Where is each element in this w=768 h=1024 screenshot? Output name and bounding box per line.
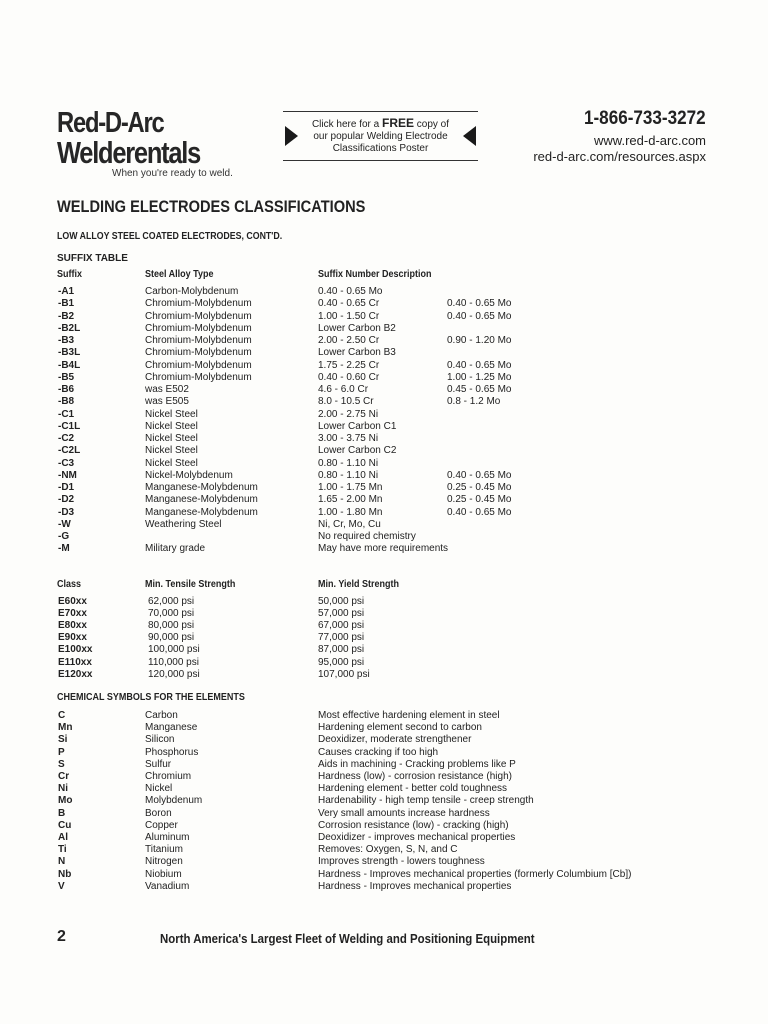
table-row — [0, 347, 768, 359]
brand-logo — [57, 108, 231, 168]
table-row — [0, 286, 768, 298]
suffix-description: Lower Carbon B2 — [318, 322, 396, 334]
suffix-description-header: Suffix Number Description — [318, 269, 432, 280]
alloy-type: Manganese-Molybdenum — [145, 506, 258, 518]
yield-strength: 77,000 psi — [318, 632, 365, 644]
poster-link-free: FREE — [381, 116, 414, 130]
suffix-table-label: SUFFIX TABLE — [57, 253, 128, 264]
table-row — [0, 808, 768, 820]
alloy-type: Military grade — [145, 543, 206, 555]
element-name: Niobium — [145, 868, 182, 880]
suffix-description: 0.40 - 0.60 Cr — [318, 371, 380, 383]
suffix-description: 0.80 - 1.10 Ni — [318, 469, 379, 481]
table-row — [0, 657, 768, 669]
suffix-description: May have more requirements — [318, 543, 449, 555]
element-name: Titanium — [145, 844, 183, 856]
suffix-code: -M — [58, 543, 70, 555]
suffix-description-extra: 1.00 - 1.25 Mo — [447, 371, 512, 383]
brand-name-line2: Welderentals — [57, 135, 201, 170]
element-name: Manganese — [145, 722, 198, 734]
table-row — [0, 507, 768, 519]
table-row — [0, 620, 768, 632]
element-symbol: Cr — [58, 771, 70, 782]
element-symbol: Ti — [58, 844, 67, 856]
element-name: Carbon — [145, 710, 178, 721]
tensile-header: Min. Tensile Strength — [145, 579, 236, 590]
class-header: Class — [57, 579, 82, 590]
table-row — [0, 710, 768, 722]
element-symbol: Mn — [58, 722, 73, 734]
suffix-description-extra: 0.40 - 0.65 Mo — [447, 506, 512, 518]
table-row — [0, 384, 768, 396]
page-title: WELDING ELECTRODES CLASSIFICATIONS — [57, 197, 366, 216]
table-row — [0, 298, 768, 310]
table-row — [0, 832, 768, 844]
yield-strength: 107,000 psi — [318, 668, 370, 680]
brand-tagline: When you're ready to weld. — [112, 168, 233, 179]
table-row — [0, 820, 768, 832]
alloy-type: Weathering Steel — [145, 518, 222, 530]
element-effect: Removes: Oxygen, S, N, and C — [318, 844, 458, 856]
yield-strength: 50,000 psi — [318, 596, 365, 607]
yield-header: Min. Yield Strength — [318, 579, 400, 590]
suffix-description-extra: 0.25 - 0.45 Mo — [447, 494, 512, 506]
table-row — [0, 669, 768, 681]
table-row — [0, 722, 768, 734]
contact-block — [533, 108, 706, 164]
element-name: Chromium — [145, 771, 192, 782]
table-row — [0, 519, 768, 531]
class-code: E60xx — [58, 596, 87, 607]
suffix-code: -B5 — [58, 371, 75, 383]
element-symbol: V — [58, 880, 65, 892]
table-row — [0, 482, 768, 494]
class-code: E120xx — [58, 668, 93, 680]
element-name: Aluminum — [145, 832, 190, 843]
suffix-code: -C1 — [58, 408, 75, 420]
phone-number[interactable]: 1-866-733-3272 — [584, 108, 706, 129]
poster-link-post: copy of — [414, 119, 450, 130]
element-symbol: Cu — [58, 819, 72, 831]
suffix-description: 3.00 - 3.75 Ni — [318, 433, 379, 444]
suffix-description: 1.00 - 1.75 Mn — [318, 482, 383, 493]
suffix-code: -B2L — [58, 322, 81, 334]
element-name: Sulfur — [145, 758, 172, 770]
suffix-description-extra: 0.40 - 0.65 Mo — [447, 298, 512, 310]
table-row — [0, 409, 768, 421]
table-row — [0, 396, 768, 408]
table-row — [0, 795, 768, 807]
suffix-code: -C2 — [58, 433, 75, 444]
table-row — [0, 881, 768, 893]
yield-strength: 57,000 psi — [318, 608, 365, 620]
table-row — [0, 372, 768, 384]
tensile-strength: 110,000 psi — [148, 656, 199, 668]
alloy-type: Nickel Steel — [145, 433, 198, 444]
element-name: Boron — [145, 807, 172, 819]
table-row — [0, 323, 768, 335]
element-effect: Hardening element - better cold toughness — [318, 783, 508, 795]
yield-strength: 87,000 psi — [318, 644, 365, 656]
tensile-strength: 62,000 psi — [148, 596, 195, 607]
alloy-type: Chromium-Molybdenum — [145, 335, 252, 346]
suffix-code: -B1 — [58, 298, 75, 310]
suffix-description: 4.6 - 6.0 Cr — [318, 384, 369, 395]
alloy-type: Chromium-Molybdenum — [145, 322, 252, 334]
alloy-type: Nickel-Molybdenum — [145, 469, 233, 481]
table-row — [0, 445, 768, 457]
element-effect: Very small amounts increase hardness — [318, 807, 490, 819]
yield-strength: 95,000 psi — [318, 656, 365, 668]
element-effect: Deoxidizer, moderate strengthener — [318, 734, 472, 746]
alloy-type: was E502 — [145, 384, 189, 395]
element-effect: Corrosion resistance (low) - cracking (high) — [318, 819, 509, 831]
table-row — [0, 608, 768, 620]
page-number: 2 — [57, 928, 66, 945]
table-row — [0, 543, 768, 555]
suffix-code: -C1L — [58, 420, 81, 432]
table-row — [0, 433, 768, 445]
suffix-description-extra: 0.40 - 0.65 Mo — [447, 359, 512, 371]
alloy-type: Nickel Steel — [145, 408, 198, 420]
table-row — [0, 844, 768, 856]
class-code: E80xx — [58, 620, 87, 632]
poster-link-line3: Classifications Poster — [332, 143, 429, 154]
suffix-description-extra: 0.25 - 0.45 Mo — [447, 482, 512, 493]
tensile-strength: 120,000 psi — [148, 668, 200, 680]
suffix-description: 0.40 - 0.65 Mo — [318, 286, 383, 297]
section-subtitle: LOW ALLOY STEEL COATED ELECTRODES, CONT'D. — [57, 231, 283, 242]
alloy-type: Nickel Steel — [145, 457, 198, 469]
table-row — [0, 421, 768, 433]
table-row — [0, 470, 768, 482]
element-effect: Causes cracking if too high — [318, 746, 439, 758]
suffix-code: -W — [58, 518, 71, 530]
suffix-description: 1.00 - 1.50 Cr — [318, 310, 380, 322]
arrow-left-icon — [463, 126, 476, 146]
element-symbol: P — [58, 746, 65, 758]
suffix-description-extra: 0.40 - 0.65 Mo — [447, 469, 512, 481]
element-effect: Most effective hardening element in steel — [318, 710, 500, 721]
alloy-type: Manganese-Molybdenum — [145, 482, 258, 493]
table-row — [0, 759, 768, 771]
alloy-type: Chromium-Molybdenum — [145, 347, 252, 359]
suffix-code: -B3 — [58, 335, 75, 346]
resources-link[interactable]: red-d-arc.com/resources.aspx — [533, 149, 706, 164]
alloy-type: Carbon-Molybdenum — [145, 286, 239, 297]
suffix-code: -C3 — [58, 457, 75, 469]
suffix-description: 0.40 - 0.65 Cr — [318, 298, 380, 310]
suffix-code: -B6 — [58, 384, 75, 395]
table-row — [0, 747, 768, 759]
suffix-description-extra: 0.40 - 0.65 Mo — [447, 310, 512, 322]
element-effect: Hardness - Improves mechanical properties (formerly Columbium [Cb]) — [318, 868, 632, 880]
element-symbol: S — [58, 758, 65, 770]
element-effect: Improves strength - lowers toughness — [318, 856, 485, 868]
suffix-description: 1.75 - 2.25 Cr — [318, 359, 380, 371]
suffix-code: -G — [58, 531, 70, 542]
element-name: Nitrogen — [145, 856, 183, 868]
suffix-code: -B2 — [58, 310, 75, 322]
element-effect: Hardness (low) - corrosion resistance (high) — [318, 771, 512, 782]
table-row — [0, 856, 768, 868]
suffix-code: -D1 — [58, 482, 75, 493]
element-name: Vanadium — [145, 880, 190, 892]
suffix-description: Lower Carbon C1 — [318, 420, 397, 432]
poster-link-pre: Click here for a — [311, 119, 382, 130]
element-effect: Deoxidizer - improves mechanical properties — [318, 832, 516, 843]
element-symbol: C — [58, 710, 66, 721]
table-row — [0, 458, 768, 470]
tensile-strength: 100,000 psi — [148, 644, 200, 656]
table-row — [0, 771, 768, 783]
suffix-code: -C2L — [58, 445, 81, 457]
suffix-description: Lower Carbon C2 — [318, 445, 397, 457]
suffix-description: 1.65 - 2.00 Mn — [318, 494, 383, 506]
element-name: Molybdenum — [145, 795, 203, 807]
website-link[interactable]: www.red-d-arc.com — [594, 133, 706, 148]
alloy-type: Manganese-Molybdenum — [145, 494, 258, 506]
element-effect: Aids in machining - Cracking problems like P — [318, 758, 516, 770]
table-row — [0, 632, 768, 644]
element-symbol: N — [58, 856, 66, 868]
table-row — [0, 734, 768, 746]
element-symbol: B — [58, 807, 66, 819]
poster-link[interactable] — [283, 111, 478, 161]
suffix-code: -D3 — [58, 506, 75, 518]
table-row — [0, 783, 768, 795]
suffix-description-extra: 0.45 - 0.65 Mo — [447, 384, 512, 395]
chemical-table-label: CHEMICAL SYMBOLS FOR THE ELEMENTS — [57, 692, 245, 703]
yield-strength: 67,000 psi — [318, 620, 365, 632]
poster-link-text — [299, 117, 462, 155]
alloy-type: Chromium-Molybdenum — [145, 298, 252, 310]
alloy-type-header: Steel Alloy Type — [145, 269, 214, 280]
table-row — [0, 596, 768, 608]
alloy-type: Chromium-Molybdenum — [145, 359, 252, 371]
element-name: Nickel — [145, 783, 173, 795]
element-effect: Hardenability - high temp tensile - creep strength — [318, 795, 534, 807]
tensile-strength: 70,000 psi — [148, 608, 195, 620]
suffix-code: -B8 — [58, 396, 75, 408]
table-row — [0, 311, 768, 323]
suffix-description: 2.00 - 2.50 Cr — [318, 335, 380, 346]
class-code: E90xx — [58, 632, 87, 644]
brand-name-line1: Red-D-Arc — [57, 107, 164, 139]
class-code: E100xx — [58, 644, 93, 656]
table-row — [0, 869, 768, 881]
footer-tagline: North America's Largest Fleet of Welding and Positioning Equipment — [160, 931, 535, 946]
alloy-type: Chromium-Molybdenum — [145, 371, 252, 383]
suffix-description: No required chemistry — [318, 531, 416, 542]
element-symbol: Nb — [58, 868, 72, 880]
suffix-description: 0.80 - 1.10 Ni — [318, 457, 379, 469]
suffix-description-extra: 0.8 - 1.2 Mo — [447, 396, 501, 408]
table-row — [0, 360, 768, 372]
table-row — [0, 335, 768, 347]
class-code: E70xx — [58, 608, 87, 620]
suffix-code: -A1 — [58, 286, 75, 297]
alloy-type: was E505 — [145, 396, 189, 408]
suffix-code: -NM — [58, 469, 77, 481]
element-name: Phosphorus — [145, 746, 199, 758]
arrow-right-icon — [285, 126, 298, 146]
suffix-header: Suffix — [57, 269, 83, 280]
element-symbol: Al — [58, 832, 68, 843]
element-name: Silicon — [145, 734, 175, 746]
element-effect: Hardening element second to carbon — [318, 722, 482, 734]
tensile-strength: 90,000 psi — [148, 632, 195, 644]
suffix-code: -B3L — [58, 347, 81, 359]
element-symbol: Mo — [58, 795, 73, 807]
suffix-description: Lower Carbon B3 — [318, 347, 396, 359]
tensile-strength: 80,000 psi — [148, 620, 195, 632]
element-symbol: Ni — [58, 783, 68, 795]
suffix-description-extra: 0.90 - 1.20 Mo — [447, 335, 512, 346]
table-row — [0, 494, 768, 506]
suffix-description: 1.00 - 1.80 Mn — [318, 506, 383, 518]
suffix-description: 8.0 - 10.5 Cr — [318, 396, 374, 408]
table-row — [0, 531, 768, 543]
table-row — [0, 644, 768, 656]
class-code: E110xx — [58, 656, 92, 668]
alloy-type: Chromium-Molybdenum — [145, 310, 252, 322]
alloy-type: Nickel Steel — [145, 445, 198, 457]
suffix-description: Ni, Cr, Mo, Cu — [318, 518, 381, 530]
suffix-code: -B4L — [58, 359, 81, 371]
element-name: Copper — [145, 819, 178, 831]
element-symbol: Si — [58, 734, 68, 746]
alloy-type: Nickel Steel — [145, 420, 198, 432]
element-effect: Hardness - Improves mechanical properties — [318, 880, 512, 892]
poster-link-line2: our popular Welding Electrode — [313, 131, 448, 142]
suffix-code: -D2 — [58, 494, 75, 506]
suffix-description: 2.00 - 2.75 Ni — [318, 408, 379, 420]
